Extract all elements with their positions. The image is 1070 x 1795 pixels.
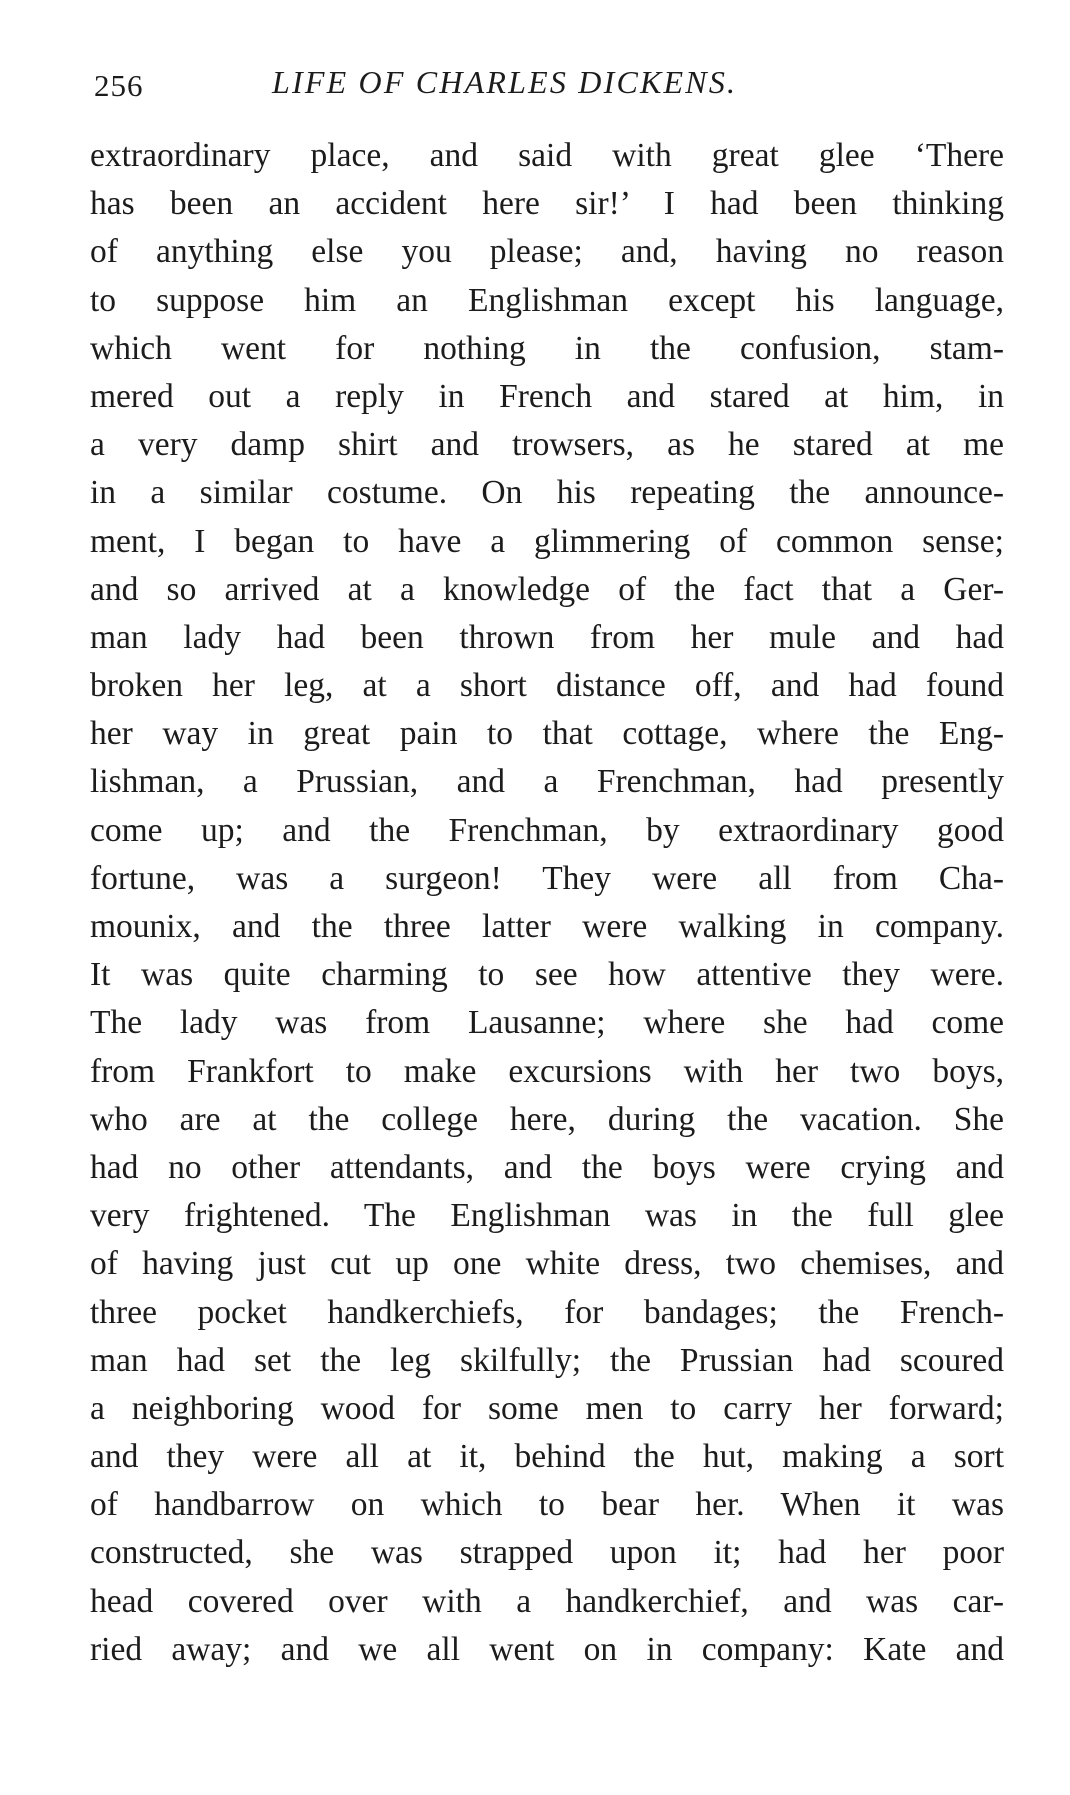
page-number: 256: [94, 68, 144, 103]
running-title: LIFE OF CHARLES DICKENS.: [272, 64, 738, 100]
text-line: mered out a reply in French and stared at him, in: [90, 377, 1004, 415]
body-text: [90, 132, 1004, 1674]
text-line: fortune, was a surgeon! They were all from Cha-: [90, 859, 1004, 897]
text-line: which went for nothing in the confusion, stam-: [90, 329, 1004, 367]
text-line: ment, I began to have a glimmering of common sense;: [90, 522, 1004, 560]
text-line: a very damp shirt and trowsers, as he stared at me: [90, 426, 1004, 464]
text-line: a neighboring wood for some men to carry her forward;: [90, 1389, 1004, 1427]
text-line: come up; and the Frenchman, by extraordinary good: [90, 811, 1004, 849]
text-line: It was quite charming to see how attentive they were.: [90, 956, 1004, 994]
text-line: ried away; and we all went on in company: Kate and: [90, 1630, 1004, 1668]
running-head: [94, 62, 834, 112]
text-line: in a similar costume. On his repeating the announce-: [90, 474, 1004, 512]
text-line: had no other attendants, and the boys were crying and: [90, 1148, 1004, 1186]
text-line: of having just cut up one white dress, two chemises, and: [90, 1245, 1004, 1283]
text-line: extraordinary place, and said with great glee ‘There: [90, 137, 1004, 174]
text-line: three pocket handkerchiefs, for bandages; the French-: [90, 1293, 1004, 1331]
text-line: her way in great pain to that cottage, where the Eng-: [90, 715, 1004, 753]
text-line: very frightened. The Englishman was in the full glee: [90, 1197, 1004, 1235]
text-line: and they were all at it, behind the hut, making a sort: [90, 1438, 1004, 1476]
text-line: has been an accident here sir!’ I had been thinking: [90, 185, 1004, 223]
text-line: head covered over with a handkerchief, and was car-: [90, 1582, 1004, 1620]
text-line: man lady had been thrown from her mule and had: [90, 618, 1004, 656]
text-line: from Frankfort to make excursions with her two boys,: [90, 1052, 1004, 1090]
text-line: and so arrived at a knowledge of the fact that a Ger-: [90, 570, 1004, 608]
text-line: who are at the college here, during the vacation. She: [90, 1100, 1004, 1138]
text-line: of anything else you please; and, having no reason: [90, 233, 1004, 271]
text-line: to suppose him an Englishman except his language,: [90, 281, 1004, 319]
text-line: of handbarrow on which to bear her. When it was: [90, 1486, 1004, 1524]
text-line: lishman, a Prussian, and a Frenchman, had presently: [90, 763, 1004, 801]
text-line: constructed, she was strapped upon it; had her poor: [90, 1534, 1004, 1572]
text-line: man had set the leg skilfully; the Prussian had scoured: [90, 1341, 1004, 1379]
text-line: broken her leg, at a short distance off, and had found: [90, 667, 1004, 705]
text-line: The lady was from Lausanne; where she had come: [90, 1004, 1004, 1042]
text-line: mounix, and the three latter were walking in company.: [90, 908, 1004, 945]
